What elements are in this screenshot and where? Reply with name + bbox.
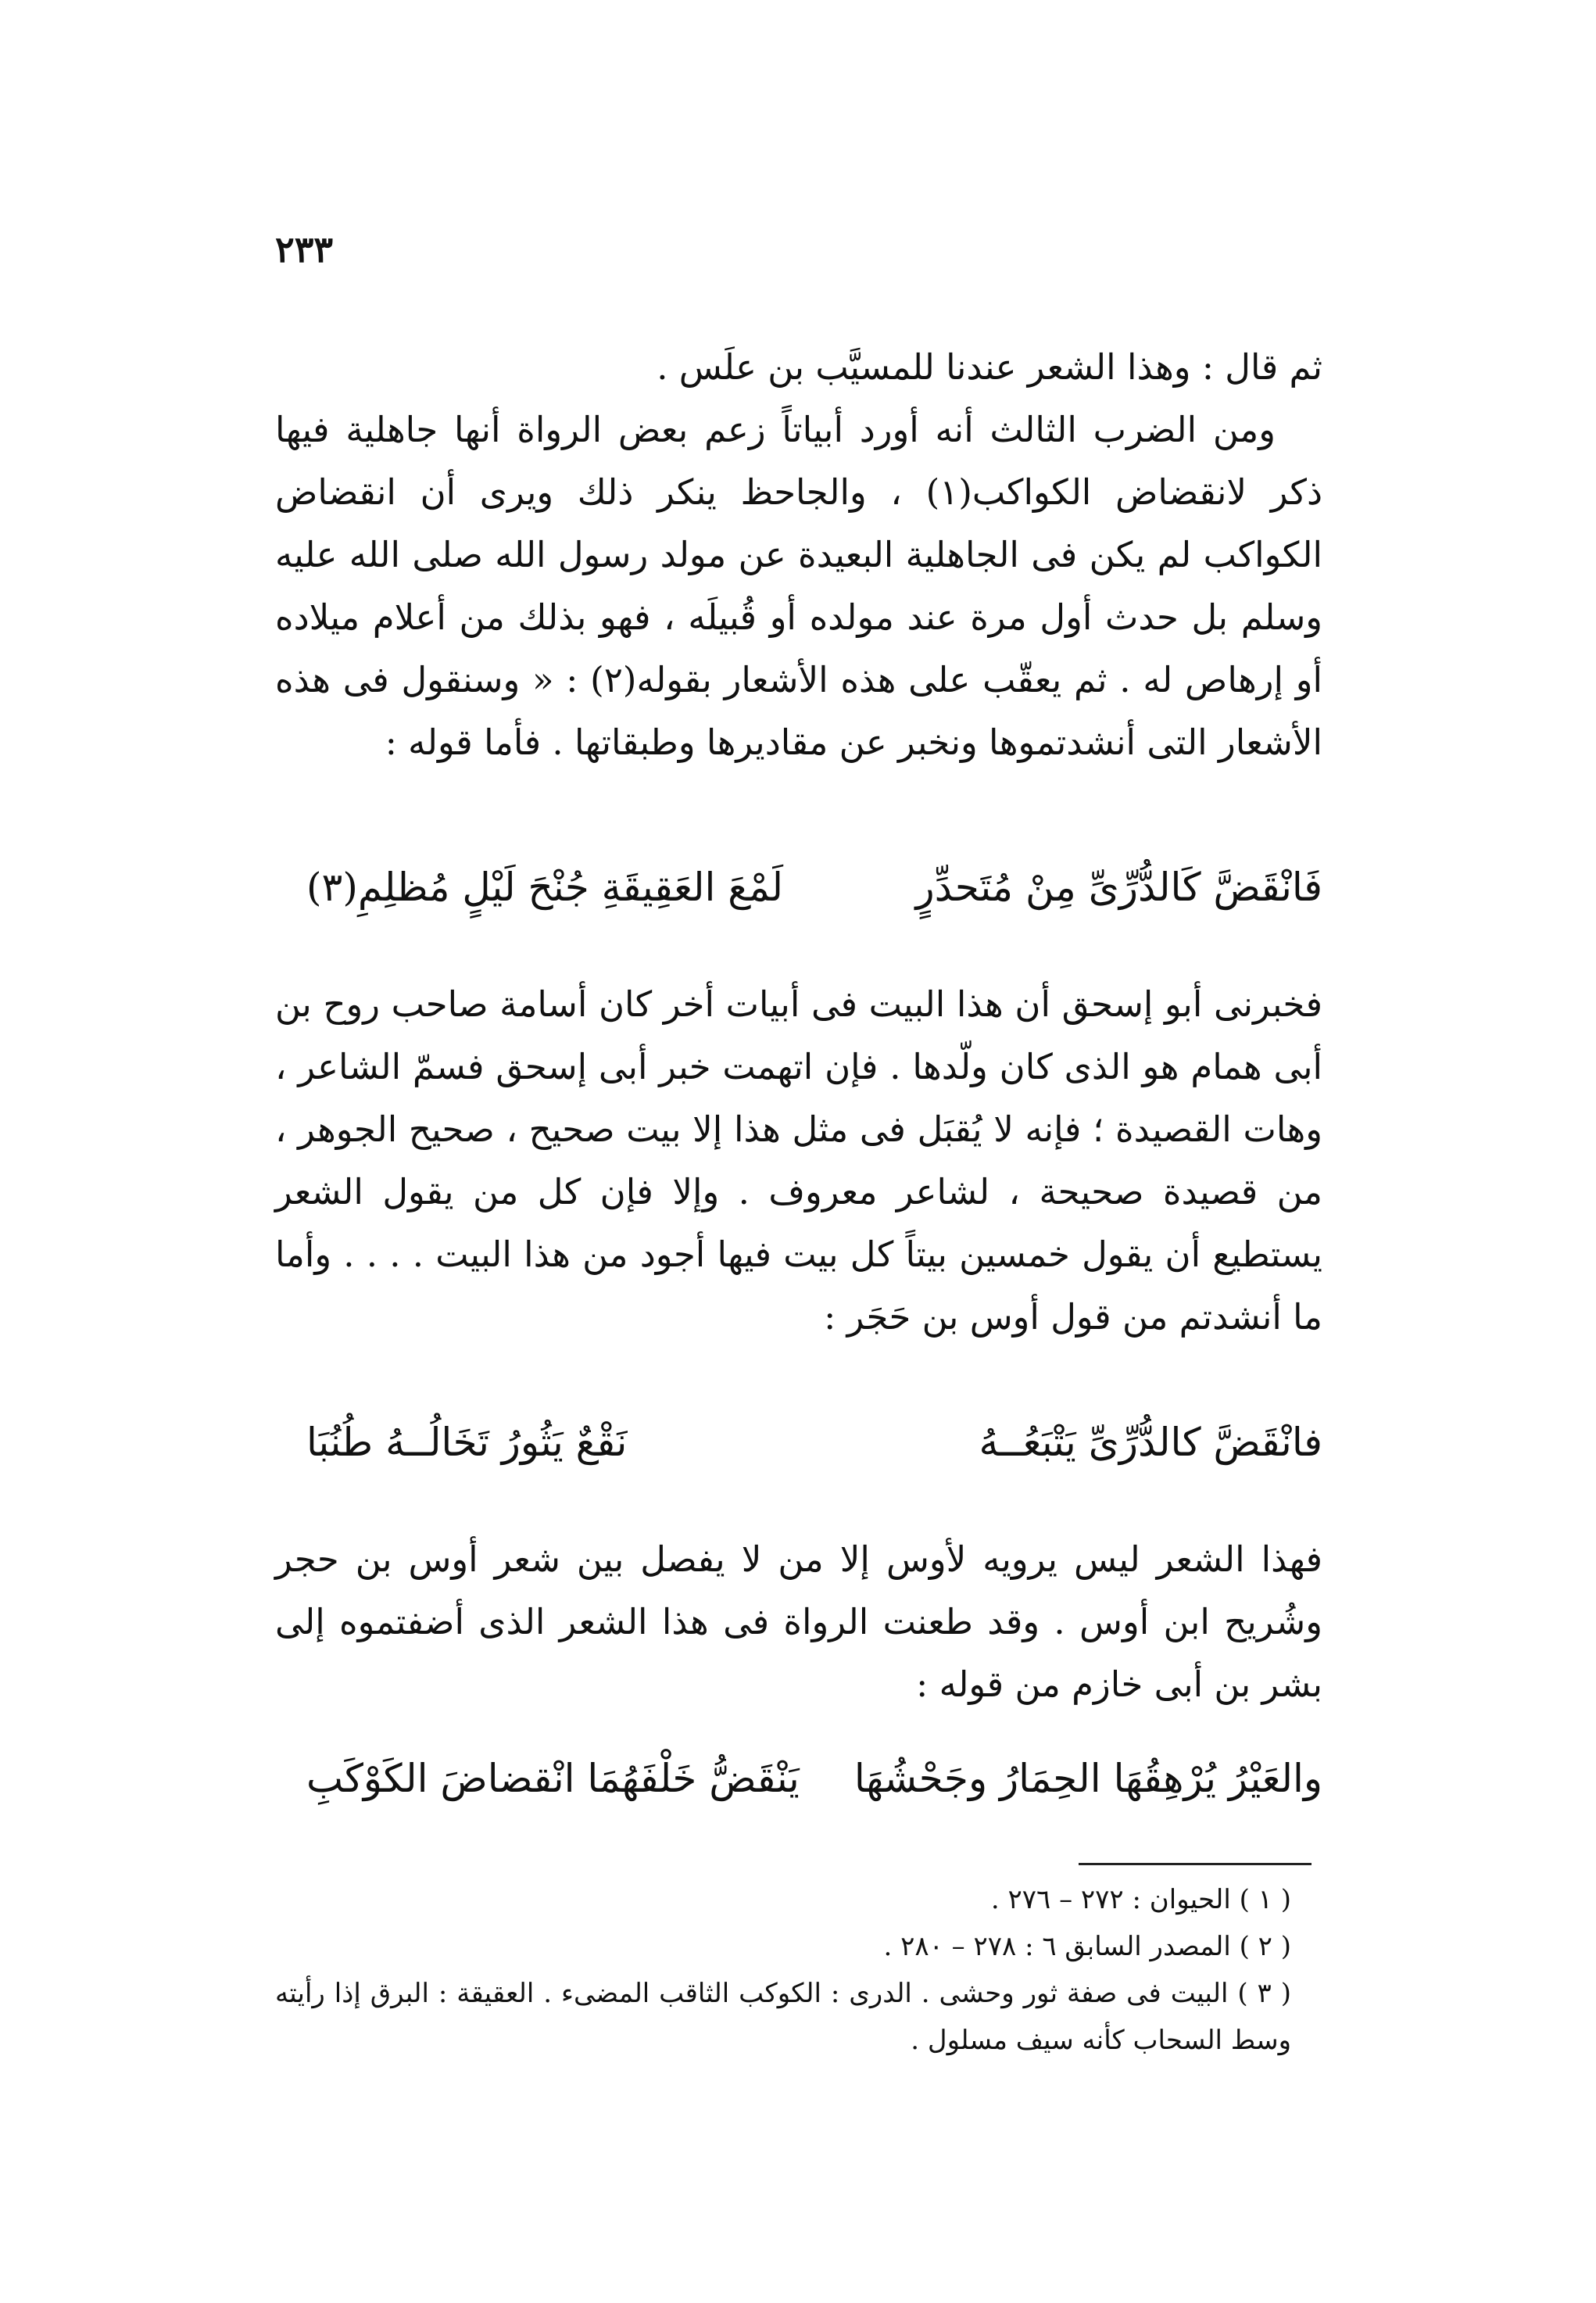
footnote-3: ( ٣ ) البيت فى صفة ثور وحشى . الدرى : الكوكب الثاقب المضىء . العقيقة : البرق إذا رأيته وسط السحاب كأنه سيف مسلول .	[275, 1978, 1291, 2056]
verse-2-second-hemistich: نَقْعٌ يَثُورُ تَخَالُــهُ طُنُبَا	[306, 1420, 628, 1465]
verse-line-3	[275, 1743, 1322, 1814]
footnote-1: ( ١ ) الحيوان : ٢٧٢ – ٢٧٦ .	[990, 1884, 1291, 1915]
paragraph-abu-ishaq: فخبرنى أبو إسحق أن هذا البيت فى أبيات أخر كان أسامة صاحب روح بن أبى همام هو الذى كان ولّدها . فإن اتهمت خبر أبى إسحق فسمّ الشاعر ، وهات القصيدة ؛ فإنه لا يُقبَل فى مثل هذا إلا بيت صحيح ، صحيح الجوهر ، من قصيدة صحيحة ، لشاعر معروف . وإلا فإن كل من يقول الشعر يستطيع أن يقول خمسين بيتاً كل بيت فيها أجود من هذا البيت . . . . وأما ما أنشدتم من قول أوس بن حَجَر :	[275, 983, 1322, 1338]
footnote-2: ( ٢ ) المصدر السابق ٦ : ٢٧٨ – ٢٨٠ .	[883, 1931, 1291, 1962]
page-number: ٢٣٣	[275, 228, 334, 270]
verse-line-2	[275, 1407, 1322, 1477]
verse-3-second-hemistich: يَنْقَضُّ خَلْفَهُمَا انْقضاضَ الكَوْكَبِ	[306, 1756, 800, 1801]
opening-paragraphs	[275, 336, 1322, 774]
verse-1-second-hemistich: لَمْعَ العَقِيقَةِ جُنْحَ لَيْلٍ مُظلِمِ(٣)	[306, 865, 784, 910]
paragraph-aws: فهذا الشعر ليس يرويه لأوس إلا من لا يفصل بين شعر أوس بن حجر وشُريح ابن أوس . وقد طعنت الرواة فى هذا الشعر الذى أضفتموه إلى بشر بن أبى خازم من قوله :	[275, 1538, 1322, 1705]
paragraph-intro: ثم قال : وهذا الشعر عندنا للمسيَّب بن علَس .	[657, 346, 1322, 388]
verse-1-first-hemistich: فَانْقَضَّ كَالدُّرِّىِّ مِنْ مُتَحدِّرٍ	[915, 865, 1322, 910]
verse-2-first-hemistich: فانْقَضَّ كالدُّرِّىِّ يَتْبَعُــهُ	[979, 1420, 1322, 1465]
footnotes	[275, 1876, 1322, 2064]
verse-3-first-hemistich: والعَيْرُ يُرْهِقُهَا الحِمَارُ وجَحْشُهَا	[853, 1756, 1322, 1801]
verse-line-1	[275, 852, 1322, 922]
paragraph-third-type: ومن الضرب الثالث أنه أورد أبياتاً زعم بعض الرواة أنها جاهلية فيها ذكر لانقضاض الكواكب(١) ، والجاحظ ينكر ذلك ويرى أن انقضاض الكواكب لم يكن فى الجاهلية البعيدة عن مولد رسول الله صلى الله عليه وسلم بل حدث أول مرة عند مولده أو قُبيلَه ، فهو بذلك من أعلام ميلاده أو إرهاص له . ثم يعقّب على هذه الأشعار بقوله(٢) : « وسنقول فى هذه الأشعار التى أنشدتموها ونخبر عن مقاديرها وطبقاتها . فأما قوله :	[275, 409, 1323, 763]
footnote-separator	[1079, 1863, 1312, 1865]
